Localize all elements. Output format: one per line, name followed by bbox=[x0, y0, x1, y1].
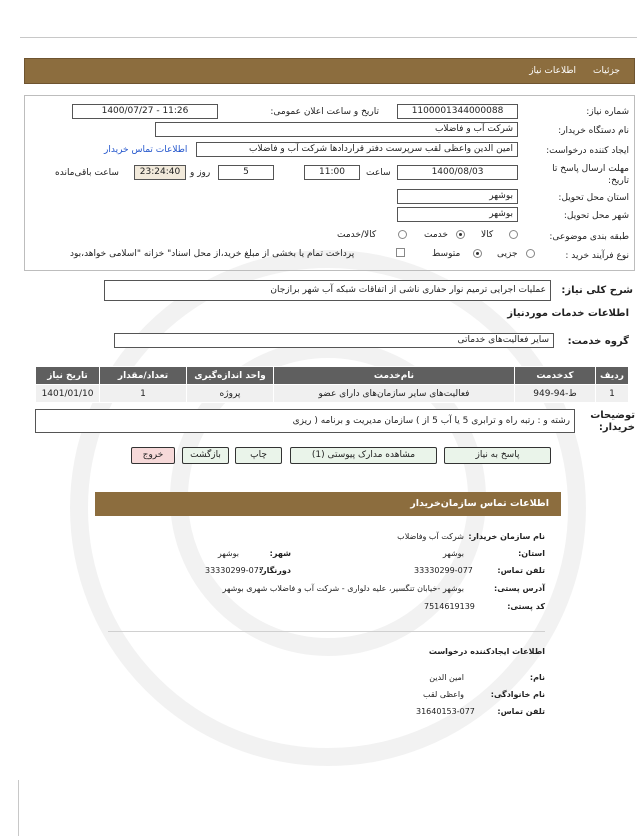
category-service-radio[interactable] bbox=[456, 230, 465, 239]
city-label: شهر محل تحویل: bbox=[563, 211, 629, 221]
cell-date: 1401/01/10 bbox=[36, 385, 100, 403]
table-header-row bbox=[36, 367, 629, 385]
remaining-time-field: 23:24:40 bbox=[134, 165, 186, 180]
cell-unit: پروژه bbox=[187, 385, 274, 403]
remaining-label: ساعت باقی‌مانده bbox=[55, 168, 119, 178]
announce-date-field: 1400/07/27 - 11:26 bbox=[72, 104, 218, 119]
category-goods-label: کالا bbox=[481, 230, 494, 240]
reply-button[interactable]: پاسخ به نیاز bbox=[444, 447, 551, 464]
category-goods-service-radio[interactable] bbox=[398, 230, 407, 239]
creator-last-name-label: نام خانوادگی: bbox=[490, 690, 545, 699]
col-code: کدخدمت bbox=[515, 367, 596, 385]
creator-first-name-value: امین الدین bbox=[429, 673, 464, 682]
announce-date-label: تاریخ و ساعت اعلان عمومی: bbox=[270, 107, 379, 117]
tab-details[interactable]: جزئیات bbox=[593, 66, 620, 76]
need-number-field: 1100001344000088 bbox=[397, 104, 518, 119]
service-group-label: گروه خدمت: bbox=[567, 336, 629, 347]
col-unit: واحد اندازه‌گیری bbox=[187, 367, 274, 385]
services-title: اطلاعات خدمات مورد‌نیاز bbox=[507, 308, 629, 319]
province-label: استان محل تحویل: bbox=[558, 193, 629, 203]
buyer-notes-label: توضیحات خریدار: bbox=[590, 410, 635, 433]
header-bar bbox=[24, 58, 635, 84]
creator-phone-value: 31640153-077 bbox=[416, 707, 475, 716]
summary-label: شرح کلی نیاز: bbox=[561, 285, 633, 296]
contact-address-label: آدرس پستی: bbox=[494, 584, 545, 593]
contact-province-label: استان: bbox=[518, 549, 545, 558]
creator-info-title: اطلاعات ایجادکننده درخواست bbox=[428, 647, 545, 656]
cell-code: ط-94-949 bbox=[515, 385, 596, 403]
col-qty: تعداد/مقدار bbox=[100, 367, 187, 385]
service-group-field: سایر فعالیت‌های خدماتی bbox=[114, 333, 554, 348]
payment-checkbox[interactable] bbox=[396, 248, 405, 257]
days-field: 5 bbox=[218, 165, 274, 180]
contact-divider bbox=[108, 631, 545, 632]
deadline-time-label: ساعت bbox=[366, 168, 391, 178]
process-label: نوع فرآیند خرید : bbox=[565, 251, 629, 261]
col-name: نام‌خدمت bbox=[274, 367, 515, 385]
top-divider bbox=[20, 37, 637, 38]
payment-note: پرداخت تمام یا بخشی از مبلغ خرید،از محل اسناد" خزانه "اسلامی خواهد،بود bbox=[70, 249, 355, 259]
contact-fax-label: دورنگار: bbox=[258, 566, 291, 575]
category-service-label: خدمت bbox=[424, 230, 448, 240]
creator-first-name-label: نام: bbox=[529, 673, 545, 682]
deadline-time-field: 11:00 bbox=[304, 165, 360, 180]
contact-title: اطلاعات تماس سازمان‌خریدار bbox=[410, 498, 549, 509]
back-button[interactable]: بازگشت bbox=[182, 447, 229, 464]
buyer-notes-field: رشته و : رتبه راه و ترابری 5 یا آب 5 از ) سازمان مدیریت و برنامه ( ریزی bbox=[35, 409, 575, 433]
process-minor-radio[interactable] bbox=[526, 249, 535, 258]
buyer-org-field: شرکت آب و فاضلاب bbox=[155, 122, 518, 137]
contact-city-label: شهر: bbox=[269, 549, 291, 558]
process-medium-radio[interactable] bbox=[473, 249, 482, 258]
attachments-button[interactable]: مشاهده مدارک پیوستی (1) bbox=[290, 447, 437, 464]
creator-phone-label: تلفن تماس: bbox=[497, 707, 545, 716]
contact-address-value: بوشهر -خیابان تنگسیر، علیه دلواری - شرکت آب و فاضلاب شهری بوشهر bbox=[222, 584, 464, 593]
col-date: تاریخ نیاز bbox=[36, 367, 100, 385]
table-row bbox=[36, 385, 629, 403]
buyer-org-label: نام دستگاه خریدار: bbox=[558, 126, 629, 136]
contact-phone-label: تلفن تماس: bbox=[497, 566, 545, 575]
category-goods-service-label: کالا/خدمت bbox=[337, 230, 377, 240]
creator-field: امین الدین واعظی لقب سرپرست دفتر قراردادها شرکت آب و فاضلاب bbox=[196, 142, 518, 157]
category-label: طبقه بندی موضوعی: bbox=[549, 232, 629, 242]
org-name-label: نام سازمان خریدار: bbox=[468, 532, 545, 541]
cell-row: 1 bbox=[596, 385, 629, 403]
services-table bbox=[35, 366, 629, 403]
buyer-contact-link[interactable]: اطلاعات تماس خریدار bbox=[104, 145, 188, 155]
category-goods-radio[interactable] bbox=[509, 230, 518, 239]
print-button[interactable]: چاپ bbox=[235, 447, 282, 464]
contact-province-value: بوشهر bbox=[442, 549, 464, 558]
province-field: بوشهر bbox=[397, 189, 518, 204]
creator-label: ایجاد کننده درخواست: bbox=[546, 146, 629, 156]
deadline-label: مهلت ارسال پاسخ تا تاریخ: bbox=[552, 164, 629, 186]
contact-fax-value: 33330299-077 bbox=[205, 566, 264, 575]
cell-qty: 1 bbox=[100, 385, 187, 403]
col-row: ردیف bbox=[596, 367, 629, 385]
process-minor-label: جزیی bbox=[497, 249, 518, 259]
creator-last-name-value: واعظی لقب bbox=[423, 690, 464, 699]
contact-phone-value: 33330299-077 bbox=[414, 566, 473, 575]
city-field: بوشهر bbox=[397, 207, 518, 222]
deadline-date-field: 1400/08/03 bbox=[397, 165, 518, 180]
summary-field: عملیات اجرایی ترمیم نوار حفاری ناشی از اتفاقات شبکه آب شهر برازجان bbox=[104, 280, 551, 301]
tab-need-info[interactable]: اطلاعات نیاز bbox=[529, 66, 576, 76]
left-edge-line bbox=[18, 780, 19, 836]
contact-postal-value: 7514619139 bbox=[424, 602, 475, 611]
need-number-label: شماره نیاز: bbox=[586, 107, 629, 117]
cell-name: فعالیت‌های سایر سازمان‌های دارای عضو bbox=[274, 385, 515, 403]
contact-postal-label: کد پستی: bbox=[507, 602, 545, 611]
days-label: روز و bbox=[190, 168, 211, 178]
org-name-value: شرکت آب وفاضلاب bbox=[397, 532, 464, 541]
exit-button[interactable]: خروج bbox=[131, 447, 175, 464]
process-medium-label: متوسط bbox=[432, 249, 461, 259]
contact-city-value: بوشهر bbox=[217, 549, 239, 558]
contact-header-bar bbox=[95, 492, 561, 516]
